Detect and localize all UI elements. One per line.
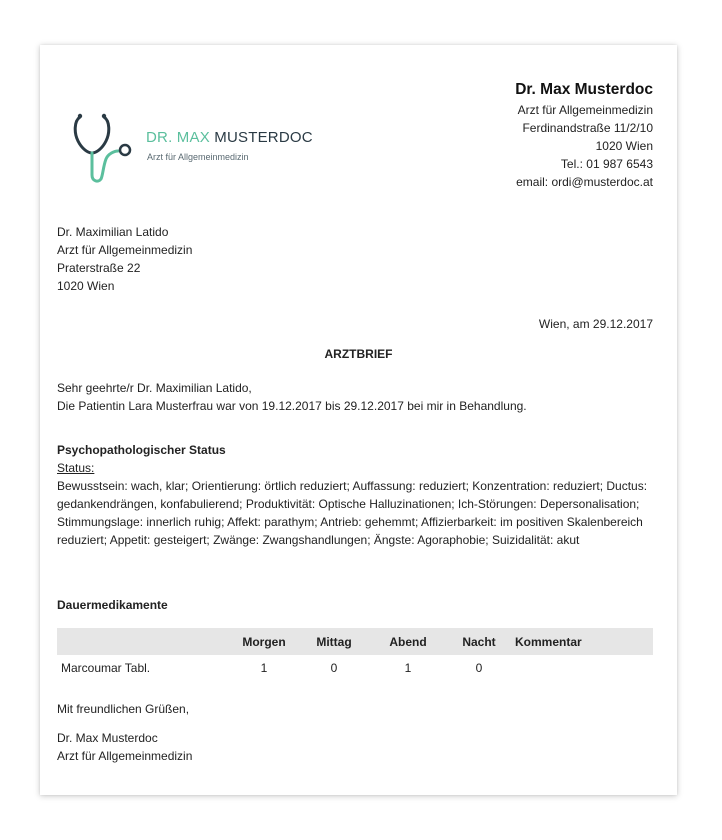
logo-brand: [146, 129, 313, 146]
sender-address: [515, 79, 653, 191]
psych-status-text: Bewusstsein: wach, klar; Orientierung: örtlich reduziert; Auffassung: reduziert; Konzentration: reduziert; Ductus: gedankendrängen, konfabulierend; Produktivität: Optische Halluzinationen; Ich-Störungen: Depersonalisation; Stimmungslage: innerlich ruhig; Affekt: parathym; Antrieb: gehemmt; Affizierbarkeit: im positiven Skalenbereich reduziert; Appetit: gesteigert; Zwänge: Zwangshandlungen; Ängste: Agoraphobie; Suizidalität: akut: [57, 479, 648, 547]
meds-section: [57, 596, 657, 614]
stethoscope-icon: [72, 107, 142, 187]
signature-name: Dr. Max Musterdoc: [57, 731, 158, 745]
recipient-street: Praterstraße 22: [57, 261, 141, 275]
comment: [511, 655, 653, 681]
signature: [57, 729, 192, 765]
sender-street: Ferdinandstraße 11/2/10: [522, 121, 653, 135]
recipient-city: 1020 Wien: [57, 279, 115, 293]
meds-title: Dauermedikamente: [57, 598, 168, 612]
sender-title: Arzt für Allgemeinmedizin: [517, 103, 653, 117]
logo-tagline: Arzt für Allgemeinmedizin: [147, 152, 249, 162]
dose-morgen: 1: [260, 661, 268, 675]
recipient-name: Dr. Maximilian Latido: [57, 225, 169, 239]
column-header-abend: Abend: [369, 628, 447, 655]
letter-title: ARZTBRIEF: [324, 347, 393, 361]
sender-email: email: ordi@musterdoc.at: [516, 175, 653, 189]
salutation: Sehr geehrte/r Dr. Maximilian Latido,: [57, 381, 252, 395]
intro-text: Die Patientin Lara Musterfrau war von 19.12.2017 bis 29.12.2017 bei mir in Behandlung.: [57, 399, 527, 413]
closing-text: Mit freundlichen Grüßen,: [57, 702, 190, 716]
dose-abend: 1: [404, 661, 412, 675]
column-header-kommentar: Kommentar: [511, 628, 653, 655]
recipient-title: Arzt für Allgemeinmedizin: [57, 243, 193, 257]
signature-title: Arzt für Allgemeinmedizin: [57, 749, 193, 763]
column-header: [57, 628, 229, 655]
logo-brand-first: DR. MAX: [146, 129, 210, 146]
greeting: [57, 379, 657, 415]
medication-table: [57, 628, 653, 681]
practice-logo: [72, 107, 362, 187]
sender-name: Dr. Max Musterdoc: [515, 81, 653, 98]
letter-date: Wien, am 29.12.2017: [538, 317, 653, 331]
medication-name: Marcoumar Tabl.: [61, 661, 151, 675]
column-header-nacht: Nacht: [447, 628, 511, 655]
recipient-address: [57, 223, 192, 295]
dose-nacht: 0: [475, 661, 483, 675]
letter-page: [40, 45, 677, 795]
table-row: [57, 655, 653, 681]
table-header-row: [57, 628, 653, 655]
psych-status-title: Psychopathologischer Status: [57, 443, 226, 457]
psych-status-section: [57, 441, 657, 549]
logo-brand-last: MUSTERDOC: [214, 129, 313, 146]
column-header-mittag: Mittag: [299, 628, 369, 655]
psych-status-subtitle: Status:: [57, 461, 95, 475]
column-header-morgen: Morgen: [229, 628, 299, 655]
sender-city: 1020 Wien: [595, 139, 653, 153]
dose-mittag: 0: [330, 661, 338, 675]
sender-phone: Tel.: 01 987 6543: [560, 157, 653, 171]
